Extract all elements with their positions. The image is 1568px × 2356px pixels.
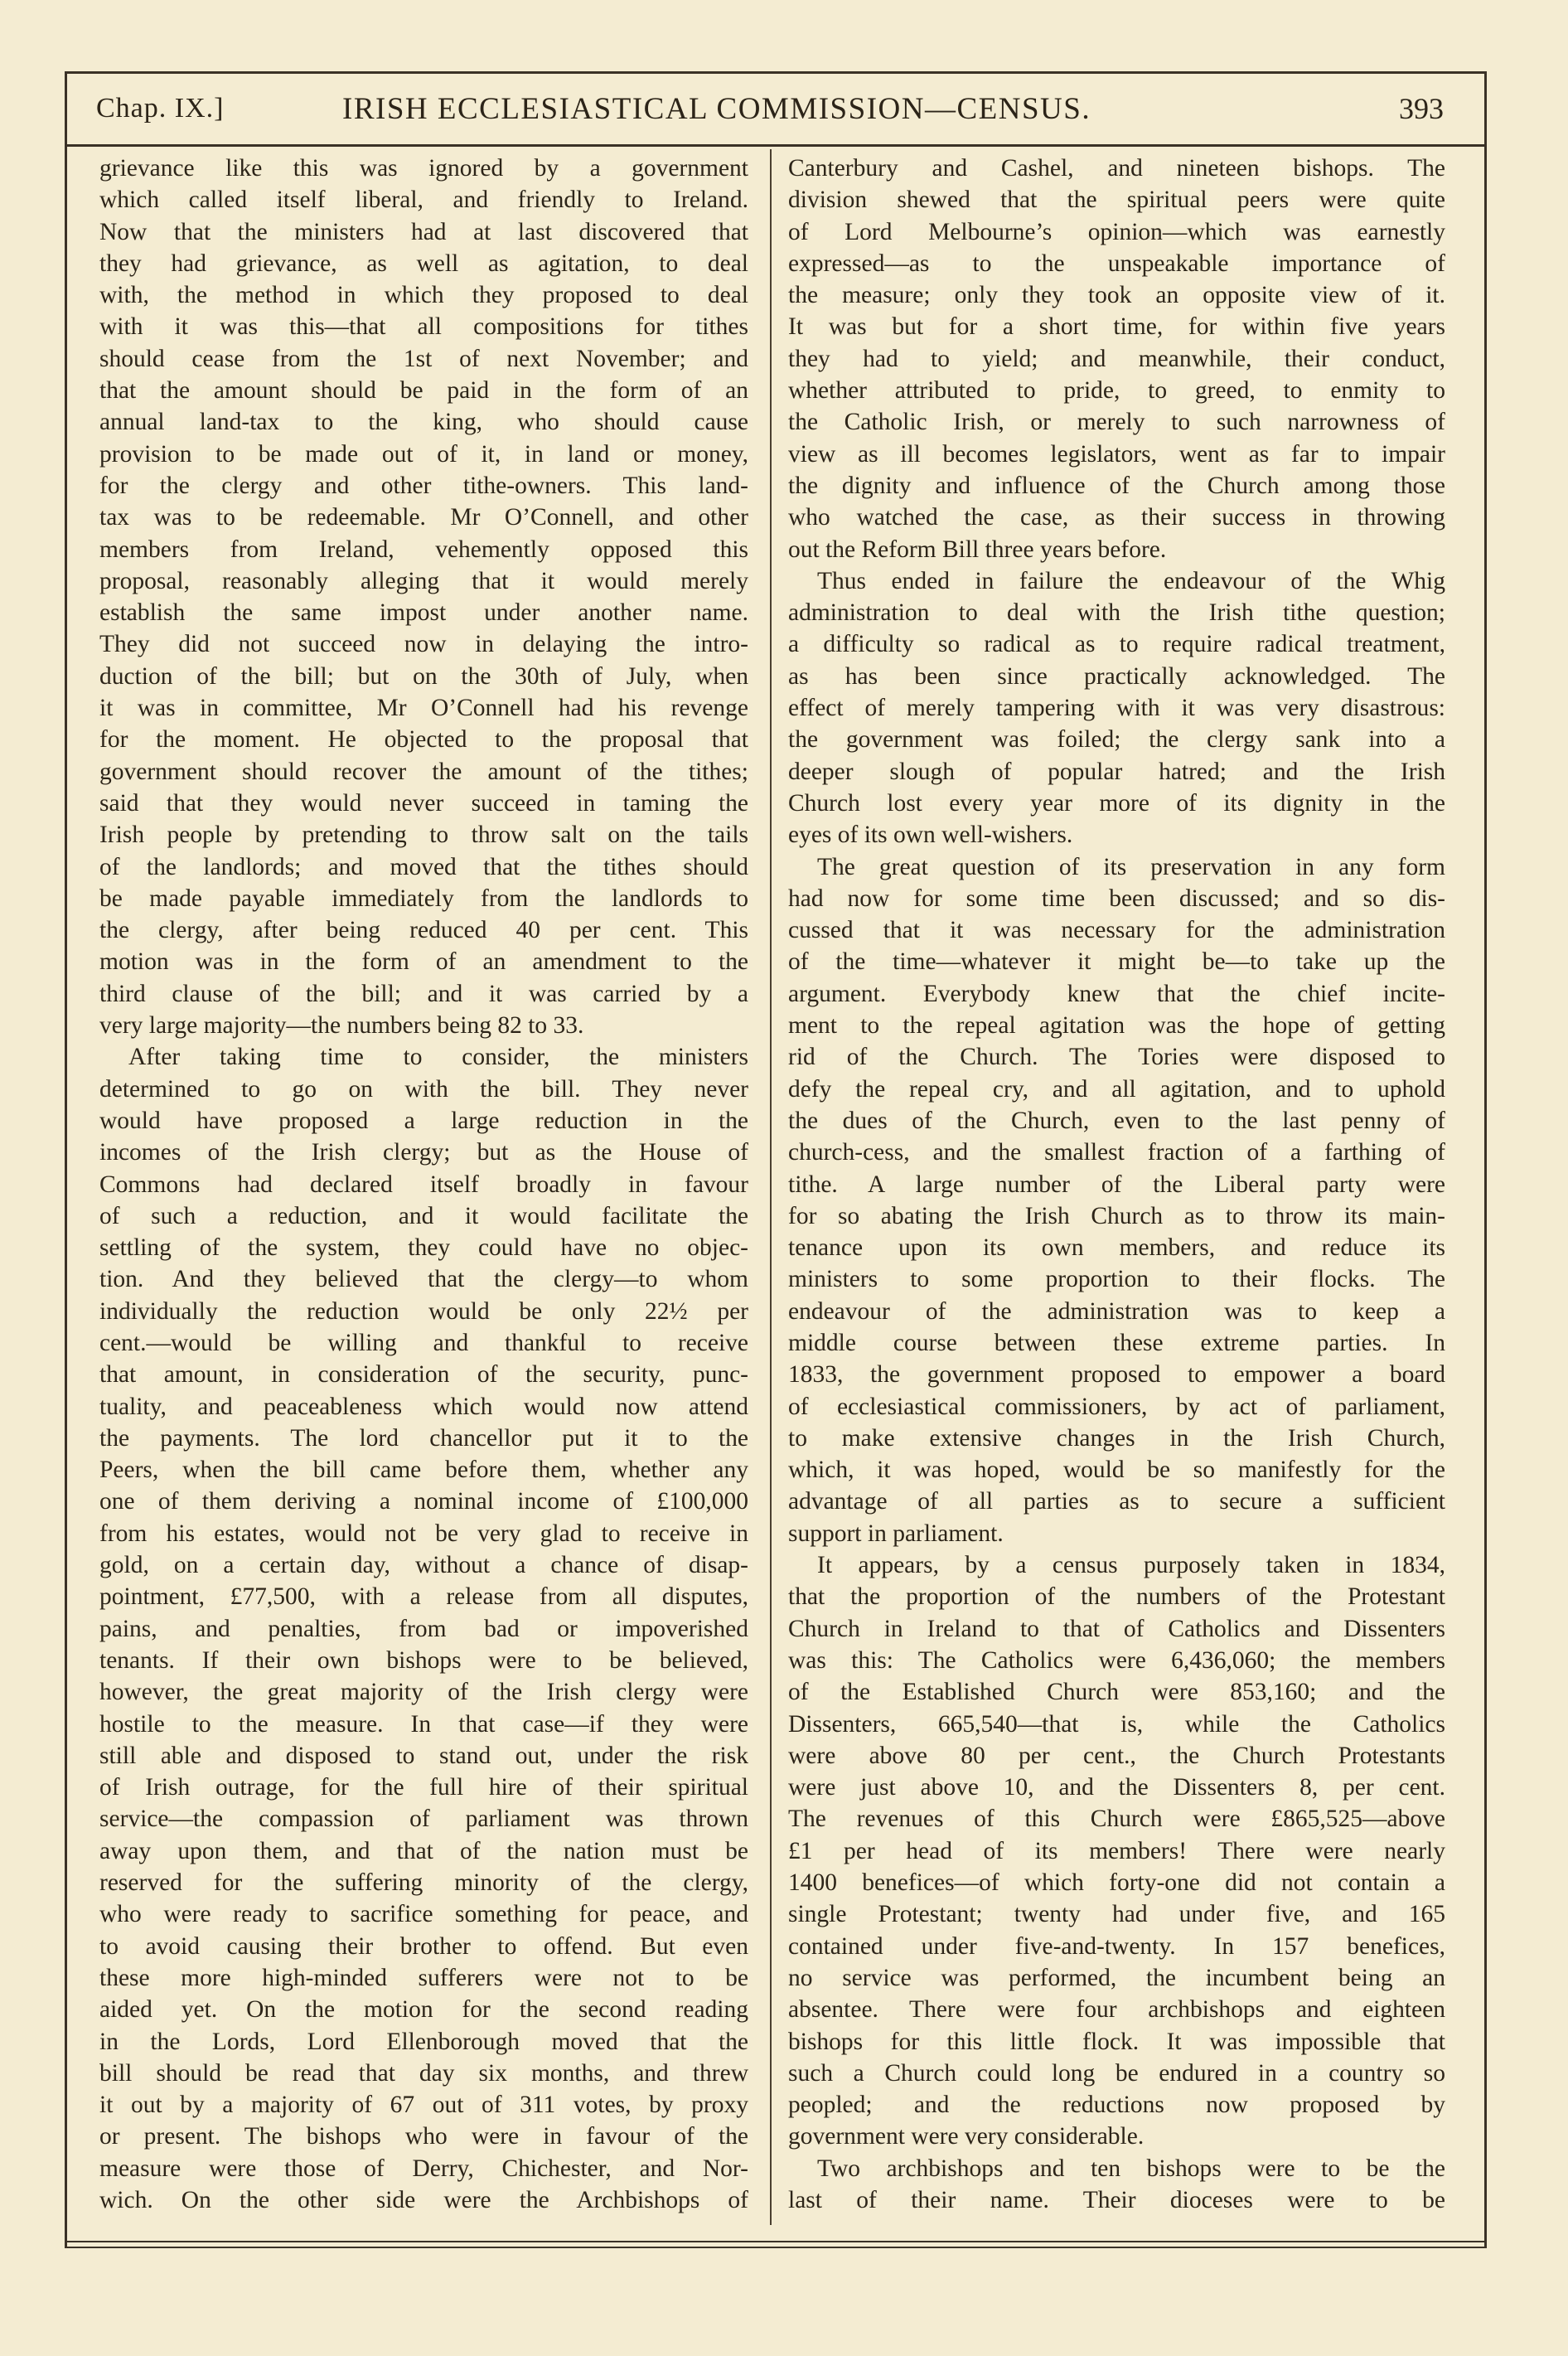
text-line: out the Reform Bill three years before. [788,536,1167,563]
right-text-column [788,153,1445,2216]
text-line: aided yet. On the motion for the second reading [99,1996,748,2024]
text-line: ment to the repeal agitation was the hope of getting [788,1012,1445,1040]
text-line: Canterbury and Cashel, and nineteen bishops. The [788,155,1445,182]
text-line: annual land-tax to the king, who should cause [99,409,748,436]
text-line: the measure; only they took an opposite view of it. [788,282,1445,309]
text-line: duction of the bill; but on the 30th of July, when [99,662,748,690]
text-line: very large majority—the numbers being 82 to 33. [99,1012,584,1040]
text-line: were above 80 per cent., the Church Protestants [788,1742,1445,1769]
text-line: tuality, and peaceableness which would now attend [99,1393,748,1420]
text-line: rid of the Church. The Tories were disposed to [788,1044,1445,1071]
text-line: endeavour of the administration was to keep a [788,1297,1445,1325]
text-line: deeper slough of popular hatred; and the Irish [788,758,1445,785]
text-line: or present. The bishops who were in favour of the [99,2123,748,2150]
text-line: still able and disposed to stand out, under the risk [99,1742,748,1769]
text-line: tithe. A large number of the Liberal party were [788,1171,1445,1198]
text-line: government were very considerable. [788,2123,1145,2150]
text-line: were just above 10, and the Dissenters 8, per cent. [788,1774,1445,1801]
text-line: that the amount should be paid in the form of an [99,377,748,405]
running-title: IRISH ECCLESIASTICAL COMMISSION—CENSUS. [342,92,1091,126]
text-line: wich. On the other side were the Archbishops of [99,2187,748,2213]
text-line: It was but for a short time, for within five years [788,313,1445,341]
text-line: incomes of the Irish clergy; but as the House of [99,1139,748,1166]
text-line: support in parliament. [788,1520,1004,1547]
text-line: hostile to the measure. In that case—if they were [99,1710,748,1738]
text-line: with, the method in which they proposed to deal [99,282,748,309]
text-line: provision to be made out of it, in land or money, [99,440,748,468]
text-line: who were ready to sacrifice something for peace, and [99,1901,748,1928]
page-frame-right-rule [1484,71,1487,2247]
text-line: division shewed that the spiritual peers were quite [788,187,1445,214]
text-line: effect of merely tampering with it was very disastrous: [788,695,1445,722]
text-line: it out by a majority of 67 out of 311 votes, by proxy [99,2092,748,2119]
text-line: administration to deal with the Irish tithe question; [788,599,1445,627]
text-line: the Catholic Irish, or merely to such narrowness of [788,409,1445,436]
left-text-column [99,153,748,2216]
text-line: tion. And they believed that the clergy—to whom [99,1266,748,1293]
text-line: peopled; and the reductions now proposed by [788,2092,1445,2119]
text-line: cent.—would be willing and thankful to receive [99,1329,748,1356]
text-line: Dissenters, 665,540—that is, while the Catholics [788,1710,1445,1738]
text-line: the dues of the Church, even to the last penny of [788,1107,1445,1134]
text-line: 1400 benefices—of which forty-one did not contain a [788,1869,1445,1897]
text-line: such a Church could long be endured in a country so [788,2059,1445,2087]
text-line: cussed that it was necessary for the administration [788,917,1445,944]
text-line: who watched the case, as their success in throwing [788,504,1445,531]
header-rule [65,144,1487,147]
text-line: Commons had declared itself broadly in favour [99,1171,748,1198]
text-line: third clause of the bill; and it was carried by a [99,980,748,1007]
text-line: Two archbishops and ten bishops were to be the [817,2155,1445,2182]
text-line: in the Lords, Lord Ellenborough moved that the [99,2028,748,2055]
text-line: grievance like this was ignored by a government [99,155,748,182]
page-frame-bottom-rule [65,2241,1487,2242]
text-line: from his estates, would not be very glad to receive in [99,1520,748,1547]
text-line: no service was performed, the incumbent being an [788,1964,1445,1991]
text-line: these more high-minded sufferers were not to be [99,1964,748,1991]
column-divider [770,149,772,2225]
text-line: establish the same impost under another name. [99,599,748,627]
text-line: church-cess, and the smallest fraction of a farthing of [788,1139,1445,1166]
text-line: view as ill becomes legislators, went as far to impair [788,440,1445,468]
text-line: After taking time to consider, the ministers [128,1044,748,1071]
text-line: Irish people by pretending to throw salt on the tails [99,822,748,849]
text-line: They did not succeed now in delaying the intro- [99,631,748,658]
text-line: Now that the ministers had at last discovered that [99,218,748,245]
text-line: that amount, in consideration of the security, punc- [99,1361,748,1389]
text-line: argument. Everybody knew that the chief incite- [788,980,1445,1007]
text-line: should cease from the 1st of next November; and [99,345,748,372]
text-line: pointment, £77,500, with a release from all disputes, [99,1583,748,1611]
text-line: last of their name. Their dioceses were to be [788,2187,1445,2213]
text-line: eyes of its own well-wishers. [788,822,1073,849]
text-line: for the clergy and other tithe-owners. This land- [99,472,748,499]
text-line: ministers to some proportion to their flocks. The [788,1266,1445,1293]
text-line: Thus ended in failure the endeavour of the Whig [817,567,1445,594]
text-line: for the moment. He objected to the proposal that [99,726,748,754]
text-line: which called itself liberal, and friendly to Ireland. [99,187,748,214]
text-line: determined to go on with the bill. They never [99,1075,748,1103]
text-line: defy the repeal cry, and all agitation, and to uphold [788,1075,1445,1103]
text-line: it was in committee, Mr O’Connell had his revenge [99,695,748,722]
text-line: they had to yield; and meanwhile, their conduct, [788,345,1445,372]
text-line: motion was in the form of an amendment to the [99,948,748,976]
text-line: be made payable immediately from the landlords to [99,885,748,912]
text-line: of the landlords; and moved that the tithes should [99,853,748,880]
text-line: which, it was hoped, would be so manifestly for the [788,1457,1445,1484]
text-line: Church lost every year more of its dignity in the [788,789,1445,817]
text-line: single Protestant; twenty had under five, and 165 [788,1901,1445,1928]
text-line: one of them deriving a nominal income of £100,000 [99,1488,748,1515]
text-line: tax was to be redeemable. Mr O’Connell, and other [99,504,748,531]
text-line: the payments. The lord chancellor put it to the [99,1424,748,1452]
text-line: away upon them, and that of the nation must be [99,1837,748,1864]
text-line: of such a reduction, and it would facilitate the [99,1202,748,1229]
text-line: proposal, reasonably alleging that it would merely [99,567,748,594]
text-line: middle course between these extreme parties. In [788,1329,1445,1356]
text-line: of the time—whatever it might be—to take up the [788,948,1445,976]
page-frame-left-rule [65,71,67,2247]
page-frame-bottom-rule-inner [65,2247,1487,2248]
text-line: that the proportion of the numbers of the Protestant [788,1583,1445,1611]
page-number: 393 [1399,92,1444,125]
page-frame-top-rule [65,71,1487,74]
text-line: the clergy, after being reduced 40 per cent. This [99,917,748,944]
text-line: of Lord Melbourne’s opinion—which was earnestly [788,218,1445,245]
text-line: bishops for this little flock. It was impossible that [788,2028,1445,2055]
text-line: for so abating the Irish Church as to throw its main- [788,1202,1445,1229]
text-line: Peers, when the bill came before them, whether any [99,1457,748,1484]
text-line: measure were those of Derry, Chichester, and Nor- [99,2155,748,2182]
text-line: to avoid causing their brother to offend. But even [99,1932,748,1960]
text-line: absentee. There were four archbishops and eighteen [788,1996,1445,2024]
text-line: It appears, by a census purposely taken in 1834, [817,1552,1445,1579]
text-line: with it was this—that all compositions for tithes [99,313,748,341]
text-line: £1 per head of its members! There were nearly [788,1837,1445,1864]
text-line: service—the compassion of parliament was thrown [99,1806,748,1833]
text-line: The revenues of this Church were £865,525—above [788,1806,1445,1833]
text-line: as has been since practically acknowledged. The [788,662,1445,690]
text-line: they had grievance, as well as agitation, to deal [99,250,748,277]
text-line: government should recover the amount of the tithes; [99,758,748,785]
text-line: of Irish outrage, for the full hire of their spiritual [99,1774,748,1801]
text-line: The great question of its preservation in any form [817,853,1445,880]
text-line: a difficulty so radical as to require radical treatment, [788,631,1445,658]
text-line: was this: The Catholics were 6,436,060; the members [788,1646,1445,1674]
text-line: of the Established Church were 853,160; and the [788,1679,1445,1706]
text-line: members from Ireland, vehemently opposed this [99,536,748,563]
text-line: the government was foiled; the clergy sank into a [788,726,1445,754]
text-line: had now for some time been discussed; and so dis- [788,885,1445,912]
running-header [65,83,1487,141]
text-line: settling of the system, they could have no objec- [99,1234,748,1262]
text-line: the dignity and influence of the Church among those [788,472,1445,499]
text-line: individually the reduction would be only 22½ per [99,1297,748,1325]
chapter-label: Chap. IX.] [96,93,225,124]
text-line: tenants. If their own bishops were to be believed, [99,1646,748,1674]
text-line: advantage of all parties as to secure a sufficient [788,1488,1445,1515]
text-line: said that they would never succeed in taming the [99,789,748,817]
text-line: pains, and penalties, from bad or impoverished [99,1615,748,1642]
text-line: to make extensive changes in the Irish Church, [788,1424,1445,1452]
text-line: bill should be read that day six months, and threw [99,2059,748,2087]
text-line: gold, on a certain day, without a chance of disap- [99,1552,748,1579]
text-line: of ecclesiastical commissioners, by act of parliament, [788,1393,1445,1420]
text-line: expressed—as to the unspeakable importance of [788,250,1445,277]
text-line: would have proposed a large reduction in the [99,1107,748,1134]
text-line: reserved for the suffering minority of the clergy, [99,1869,748,1897]
text-line: Church in Ireland to that of Catholics and Dissenters [788,1615,1445,1642]
text-line: tenance upon its own members, and reduce its [788,1234,1445,1262]
text-line: 1833, the government proposed to empower a board [788,1361,1445,1389]
text-line: whether attributed to pride, to greed, to enmity to [788,377,1445,405]
text-line: contained under five-and-twenty. In 157 benefices, [788,1932,1445,1960]
text-line: however, the great majority of the Irish clergy were [99,1679,748,1706]
